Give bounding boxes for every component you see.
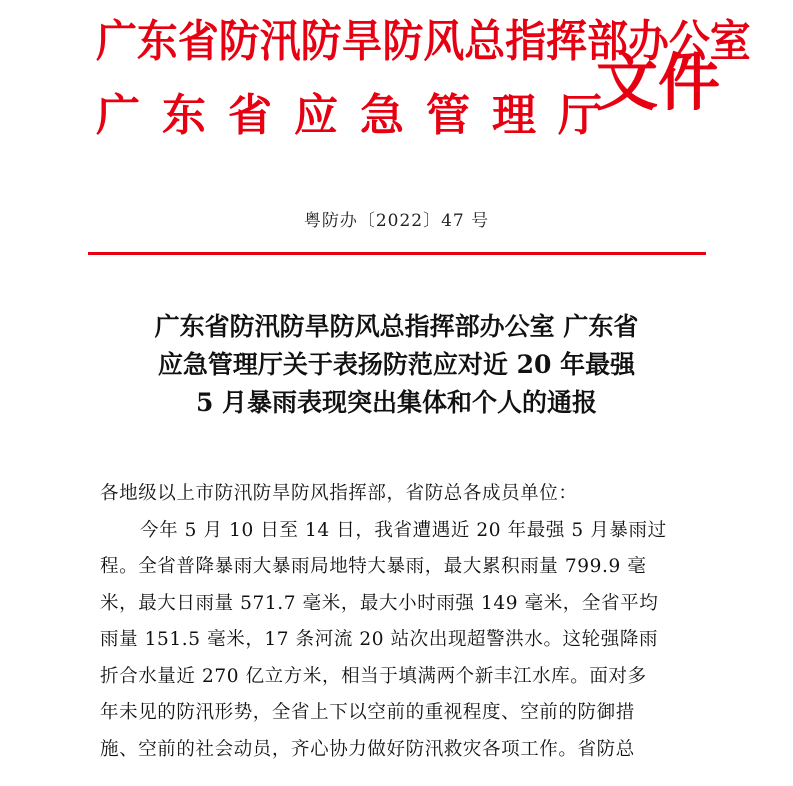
paragraph-line: 折合水量近 270 亿立方米，相当于填满两个新丰江水库。面对多 — [100, 665, 647, 687]
paragraph-line: 米，最大日雨量 571.7 毫米，最大小时雨强 149 毫米，全省平均 — [100, 592, 659, 614]
paragraph-line: 施、空前的社会动员，齐心协力做好防汛救灾各项工作。省防总 — [100, 738, 635, 760]
document-body — [100, 476, 700, 768]
paragraph-line: 今年 5 月 10 日至 14 日，我省遭遇近 20 年最强 5 月暴雨过 — [140, 519, 667, 541]
title-line: 5 月暴雨表现突出集体和个人的通报 — [195, 388, 598, 417]
salutation: 各地级以上市防汛防旱防风指挥部，省防总各成员单位： — [100, 483, 578, 504]
title-line: 应急管理厅关于表扬防范应对近 20 年最强 — [157, 350, 636, 379]
red-separator-line — [88, 252, 706, 255]
document-header-word: 文件 — [596, 46, 721, 119]
document-title — [60, 308, 733, 422]
paragraph-line: 程。全省普降暴雨大暴雨局地特大暴雨，最大累积雨量 799.9 毫 — [100, 556, 647, 577]
issuer-emergency-management-department: 广东省应急管理厅 — [96, 90, 624, 141]
document-number: 粤防办〔2022〕47 号 — [303, 211, 490, 231]
title-line: 广东省防汛防旱防风总指挥部办公室 广东省 — [154, 312, 639, 341]
paragraph-line: 年未见的防汛形势，全省上下以空前的重视程度、空前的防御措 — [100, 702, 635, 723]
paragraph-line: 雨量 151.5 毫米，17 条河流 20 站次出现超警洪水。这轮强降雨 — [100, 629, 659, 650]
issuer-flood-control-office: 广东省防汛防旱防风总指挥部办公室 — [96, 16, 751, 67]
